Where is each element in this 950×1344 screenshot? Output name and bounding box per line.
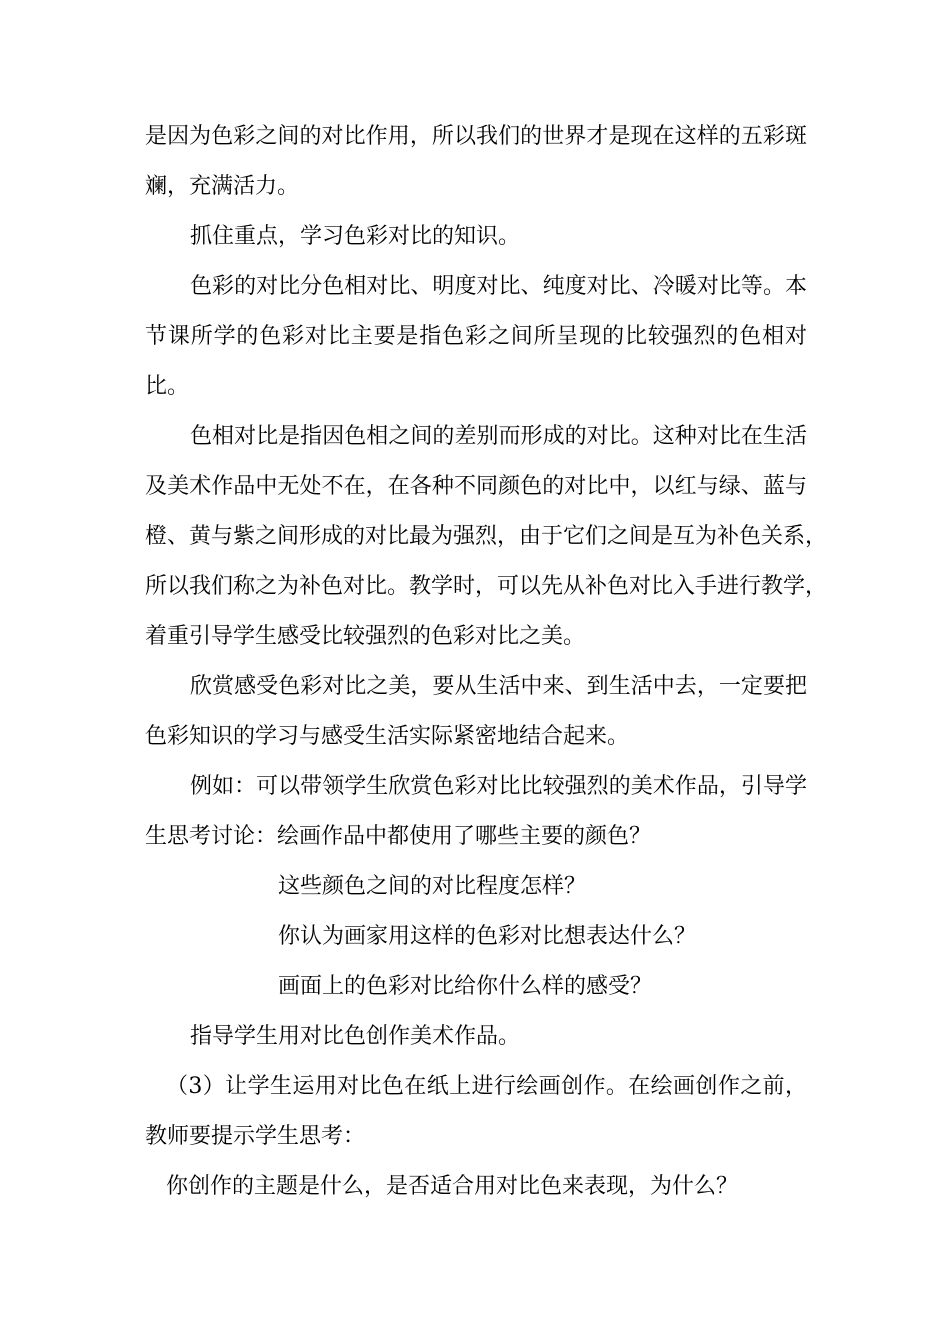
text-line-16: 这些颜色之间的对比程度怎样？	[278, 874, 587, 899]
text-line-3: 抓住重点，学习色彩对比的知识。	[190, 224, 521, 249]
text-line-20: （3）让学生运用对比色在纸上进行绘画创作。在绘画创作之前，	[166, 1074, 807, 1099]
text-line-6: 比。	[145, 374, 190, 399]
text-line-22: 你创作的主题是什么，是否适合用对比色来表现，为什么？	[166, 1174, 739, 1199]
text-line-19: 指导学生用对比色创作美术作品。	[190, 1024, 521, 1049]
text-line-8: 及美术作品中无处不在，在各种不同颜色的对比中，以红与绿、蓝与	[145, 474, 807, 499]
text-line-9: 橙、黄与紫之间形成的对比最为强烈，由于它们之间是互为补色关系，	[145, 524, 828, 549]
text-line-21: 教师要提示学生思考：	[145, 1124, 366, 1149]
text-line-12: 欣赏感受色彩对比之美，要从生活中来、到生活中去，一定要把	[190, 674, 807, 699]
text-line-13: 色彩知识的学习与感受生活实际紧密地结合起来。	[145, 724, 630, 749]
text-line-5: 节课所学的色彩对比主要是指色彩之间所呈现的比较强烈的色相对	[145, 324, 807, 349]
text-line-10: 所以我们称之为补色对比。教学时，可以先从补色对比入手进行教学，	[145, 574, 828, 599]
text-line-11: 着重引导学生感受比较强烈的色彩对比之美。	[145, 624, 586, 649]
text-line-1: 是因为色彩之间的对比作用，所以我们的世界才是现在这样的五彩斑	[145, 124, 807, 149]
text-line-17: 你认为画家用这样的色彩对比想表达什么？	[278, 924, 697, 949]
text-line-4: 色彩的对比分色相对比、明度对比、纯度对比、冷暖对比等。本	[190, 274, 807, 299]
text-line-7: 色相对比是指因色相之间的差别而形成的对比。这种对比在生活	[190, 424, 807, 449]
text-line-15: 生思考讨论：绘画作品中都使用了哪些主要的颜色？	[145, 824, 652, 849]
text-line-14: 例如：可以带领学生欣赏色彩对比比较强烈的美术作品，引导学	[190, 774, 807, 799]
text-line-2: 斓，充满活力。	[145, 174, 300, 199]
text-line-18: 画面上的色彩对比给你什么样的感受？	[278, 974, 653, 999]
